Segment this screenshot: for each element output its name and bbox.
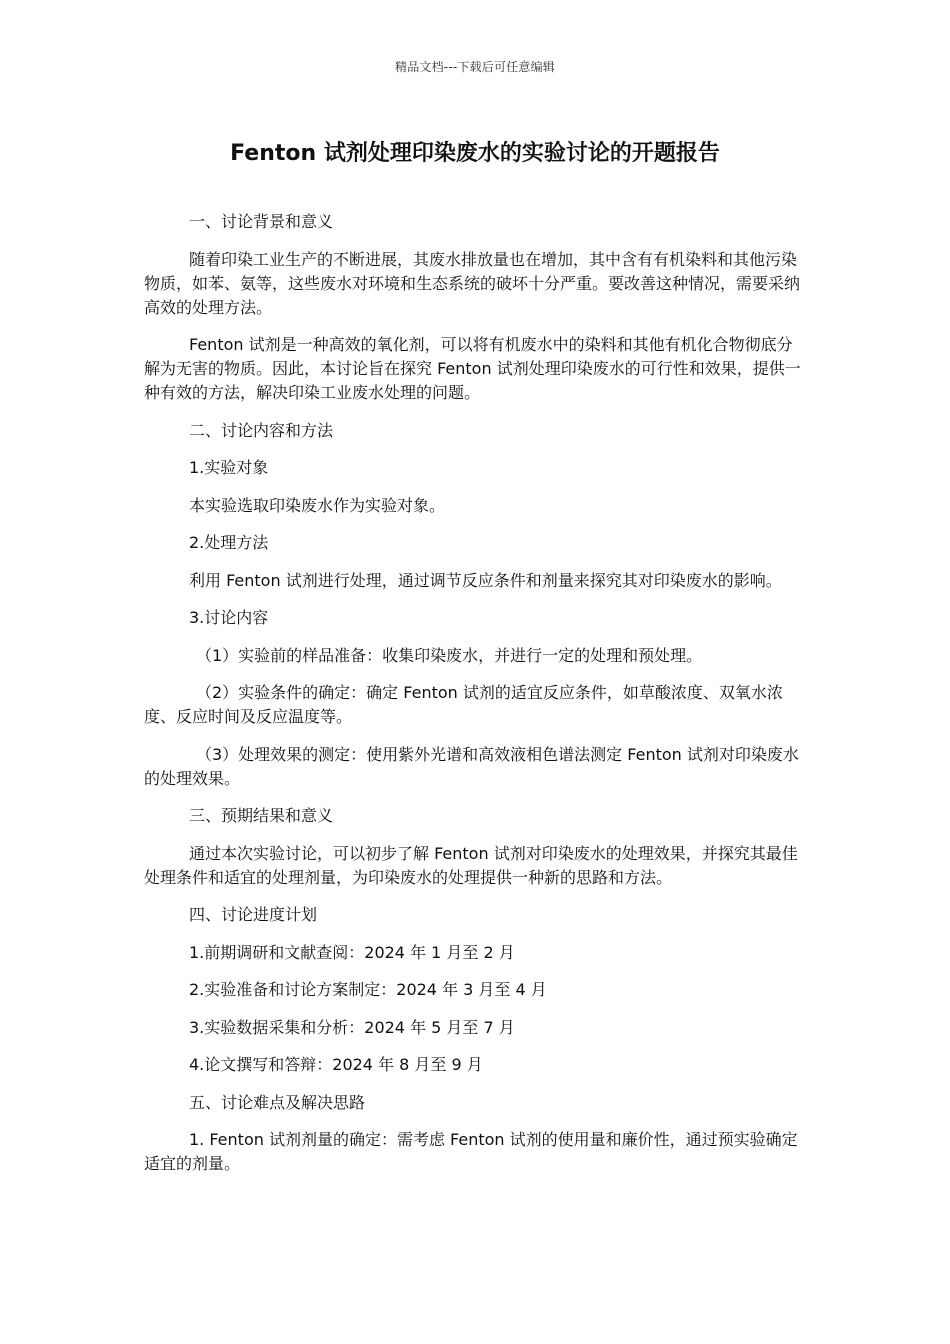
section-heading-schedule: 四、讨论进度计划 [189, 905, 318, 924]
subheading-experiment-object: 1.实验对象 [189, 458, 269, 477]
schedule-item: 4.论文撰写和答辩：2024 年 8 月至 9 月 [189, 1055, 483, 1074]
body-paragraph: 通过本次实验讨论，可以初步了解 Fenton 试剂对印染废水的处理效果，并探究其最佳处理条件和适宜的处理剂量，为印染废水的处理提供一种新的思路和方法。 [144, 843, 798, 887]
body-paragraph: 随着印染工业生产的不断进展，其废水排放量也在增加，其中含有有机染料和其他污染物质，如苯、氨等，这些废水对环境和生态系统的破坏十分严重。要改善这种情况，需要采纳高效的处理方法。 [144, 249, 801, 317]
list-item: （3）处理效果的测定：使用紫外光谱和高效液相色谱法测定 Fenton 试剂对印染废水的处理效果。 [144, 744, 799, 788]
subheading-treatment-method: 2.处理方法 [189, 533, 269, 552]
document-title: Fenton 试剂处理印染废水的实验讨论的开题报告 [230, 141, 720, 166]
list-item: （2）实验条件的确定：确定 Fenton 试剂的适宜反应条件，如草酸浓度、双氧水浓度、反应时间及反应温度等。 [144, 683, 783, 726]
body-paragraph: 1. Fenton 试剂剂量的确定：需考虑 Fenton 试剂的使用量和廉价性，通过预实验确定适宜的剂量。 [144, 1130, 798, 1173]
schedule-item: 2.实验准备和讨论方案制定：2024 年 3 月至 4 月 [189, 980, 547, 999]
body-paragraph: 本实验选取印染废水作为实验对象。 [189, 495, 446, 515]
list-item: （1）实验前的样品准备：收集印染废水，并进行一定的处理和预处理。 [196, 645, 703, 665]
subheading-discussion-content: 3.讨论内容 [189, 608, 269, 627]
body-paragraph: Fenton 试剂是一种高效的氧化剂，可以将有机废水中的染料和其他有机化合物彻底分解为无害的物质。因此，本讨论旨在探究 Fenton 试剂处理印染废水的可行性和效果，提供一种有效的方法，解决印染工业废水处理的问题。 [144, 335, 801, 402]
section-heading-content-method: 二、讨论内容和方法 [189, 420, 334, 440]
section-heading-difficulties: 五、讨论难点及解决思路 [189, 1092, 366, 1112]
section-heading-background: 一、讨论背景和意义 [189, 212, 334, 231]
header-note: 精品文档---下载后可任意编辑 [395, 60, 555, 74]
body-paragraph: 利用 Fenton 试剂进行处理，通过调节反应条件和剂量来探究其对印染废水的影响。 [189, 570, 782, 590]
schedule-item: 3.实验数据采集和分析：2024 年 5 月至 7 月 [189, 1017, 515, 1037]
schedule-item: 1.前期调研和文献查阅：2024 年 1 月至 2 月 [189, 942, 515, 962]
document-body [144, 210, 806, 1190]
section-heading-expected-results: 三、预期结果和意义 [189, 806, 334, 825]
